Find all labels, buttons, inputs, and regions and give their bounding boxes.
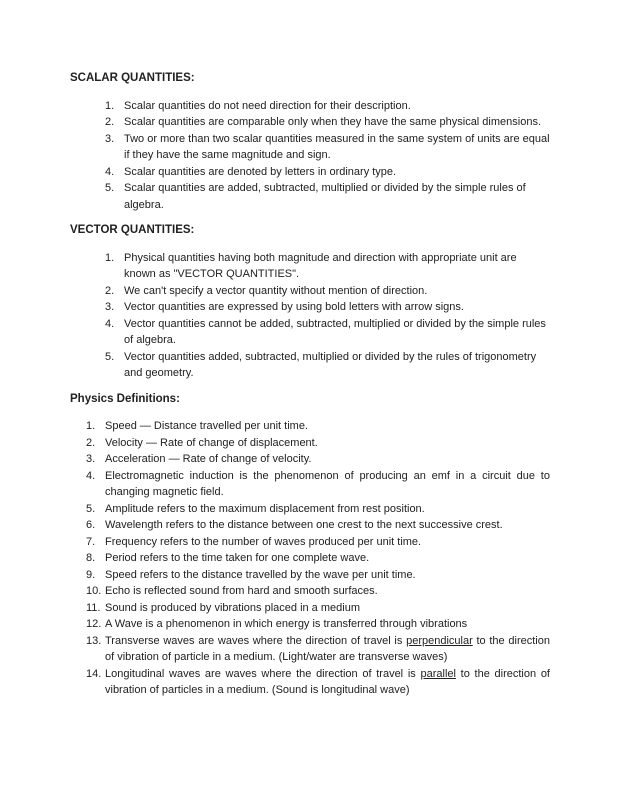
list-item bbox=[86, 418, 550, 435]
list-item-text: Scalar quantities are denoted by letters in ordinary type. bbox=[124, 165, 397, 178]
list-item bbox=[105, 299, 550, 316]
physics-definitions-heading: Physics Definitions: bbox=[70, 392, 180, 405]
list-item-text: Wavelength refers to the distance between one crest to the next successive crest. bbox=[105, 519, 503, 531]
list-item-text: We can't specify a vector quantity without mention of direction. bbox=[124, 284, 428, 297]
physics-definitions-list bbox=[86, 418, 550, 699]
list-item bbox=[86, 550, 550, 567]
list-item bbox=[86, 435, 550, 452]
list-item bbox=[86, 501, 550, 518]
list-item-text: Velocity — Rate of change of displacement. bbox=[105, 436, 318, 449]
list-item bbox=[105, 114, 550, 131]
list-item bbox=[86, 633, 550, 666]
list-item bbox=[86, 583, 550, 600]
list-item-text: Longitudinal waves are waves where the direction of travel is bbox=[105, 667, 421, 680]
list-item bbox=[105, 180, 550, 213]
list-item-text: Scalar quantities are comparable only when they have the same physical dimensions. bbox=[124, 116, 542, 128]
list-item-text: Scalar quantities are added, subtracted, multiplied or divided by the simple rules of algebra. bbox=[124, 182, 526, 211]
list-item bbox=[86, 600, 550, 617]
list-item-text: Vector quantities are expressed by using bold letters with arrow signs. bbox=[124, 301, 464, 313]
underlined-term: parallel bbox=[420, 667, 456, 680]
list-item-text: to the direction of vibration of particle in a medium. (Light/water are transverse waves) bbox=[105, 634, 550, 663]
list-item bbox=[86, 517, 550, 534]
list-item-text: A Wave is a phenomenon in which energy is transferred through vibrations bbox=[105, 618, 468, 630]
scalar-quantities-list bbox=[105, 98, 550, 214]
list-item-text: Sound is produced by vibrations placed in a medium bbox=[105, 601, 360, 614]
list-item bbox=[86, 468, 550, 501]
list-item bbox=[86, 666, 550, 699]
list-item-text: Speed — Distance travelled per unit time. bbox=[105, 420, 308, 432]
scalar-quantities-heading: SCALAR QUANTITIES: bbox=[70, 72, 195, 84]
list-item-text: Physical quantities having both magnitude and direction with appropriate unit are known as "VECTOR QUANTITIES". bbox=[124, 251, 517, 280]
list-item bbox=[86, 451, 550, 468]
list-item-text: Frequency refers to the number of waves produced per unit time. bbox=[105, 535, 422, 548]
list-item bbox=[105, 349, 550, 382]
list-item-text: Echo is reflected sound from hard and smooth surfaces. bbox=[105, 585, 378, 597]
list-item-text: Amplitude refers to the maximum displacement from rest position. bbox=[105, 502, 425, 515]
list-item-text: to the direction of vibration of particles in a medium. (Sound is longitudinal wave) bbox=[105, 667, 550, 696]
list-item-text: Transverse waves are waves where the direction of travel is bbox=[105, 634, 407, 647]
list-item-text: Scalar quantities do not need direction for their description. bbox=[124, 99, 411, 112]
list-item bbox=[105, 316, 550, 349]
list-item bbox=[105, 164, 550, 181]
list-item bbox=[105, 283, 550, 300]
list-item bbox=[105, 131, 550, 164]
list-item bbox=[86, 534, 550, 551]
list-item-text: Two or more than two scalar quantities measured in the same system of units are equal if they have the same magnitude and sign. bbox=[124, 132, 550, 161]
list-item-text: Vector quantities cannot be added, subtracted, multiplied or divided by the simple rules of algebra. bbox=[124, 317, 546, 346]
underlined-term: perpendicular bbox=[406, 634, 473, 647]
list-item-text: Speed refers to the distance travelled by the wave per unit time. bbox=[105, 568, 416, 581]
list-item bbox=[105, 98, 550, 115]
vector-quantities-heading: VECTOR QUANTITIES: bbox=[70, 224, 195, 236]
vector-quantities-list bbox=[105, 250, 550, 382]
list-item bbox=[86, 616, 550, 633]
list-item bbox=[105, 250, 550, 283]
list-item-text: Electromagnetic induction is the phenomenon of producing an emf in a circuit due to changing magnetic field. bbox=[105, 469, 550, 498]
list-item-text: Acceleration — Rate of change of velocity. bbox=[105, 453, 312, 465]
list-item-text: Vector quantities added, subtracted, multiplied or divided by the rules of trigonometry and geometry. bbox=[124, 350, 537, 379]
list-item-text: Period refers to the time taken for one complete wave. bbox=[105, 552, 370, 564]
list-item bbox=[86, 567, 550, 584]
